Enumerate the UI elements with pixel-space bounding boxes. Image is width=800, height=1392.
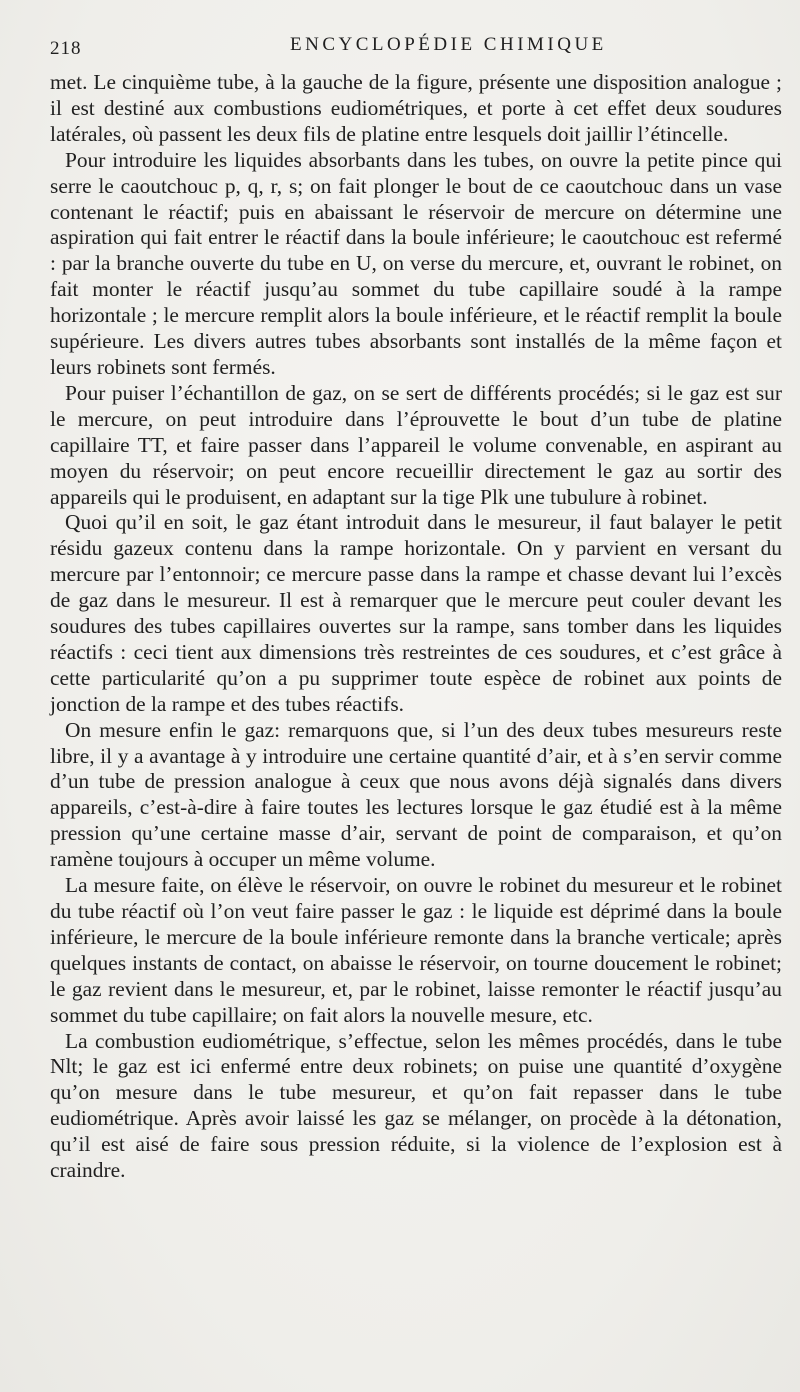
paragraph-6: La mesure faite, on élève le réservoir, on ouvre le robinet du mesureur et le robinet du tube réactif où l’on veut faire passer le gaz : le liquide est déprimé dans la boule inférieure, le mercure de la boule inférieure remonte dans la branche verticale; après quelques instants de contact, on abaisse le réservoir, on tourne doucement le robinet; le gaz revient dans le mesureur, et, par le robinet, laisse remonter le réactif jusqu’au sommet du tube capillaire; on fait alors la nouvelle mesure, etc. [50, 873, 782, 1027]
paragraph-5: On mesure enfin le gaz: remarquons que, si l’un des deux tubes mesureurs reste libre, il y a avantage à y introduire une certaine quantité d’air, et à s’en servir comme d’un tube de pression analogue à ceux que nous avons déjà signalés dans divers appareils, c’est-à-dire à faire toutes les lectures lorsque le gaz étudié est à la même pression qu’une certaine masse d’air, servant de point de comparaison, et qu’on ramène toujours à occuper un même volume. [50, 717, 782, 872]
paragraph-2: Pour introduire les liquides absorbants dans les tubes, on ouvre la petite pince qui serre le caoutchouc p, q, r, s; on fait plonger le bout de ce caoutchouc dans un vase contenant le réactif; puis en abaissant le réservoir de mercure on détermine une aspiration qui fait entrer le réactif dans la boule inférieure; le caoutchouc est refermé : par la branche ouverte du tube en U, on verse du mercure, et, ouvrant le robinet, on fait monter le réactif jusqu’au sommet du tube capillaire soudé à la rampe horizontale ; le mercure remplit alors la boule inférieure, et le réactif remplit la boule supérieure. Les divers autres tubes absorbants sont installés de la même façon et leurs robinets sont fermés. [50, 147, 782, 379]
body-text [50, 70, 782, 1184]
running-title: ENCYCLOPÉDIE CHIMIQUE [290, 34, 607, 55]
paragraph-3: Pour puiser l’échantillon de gaz, on se sert de différents procédés; si le gaz est sur le mercure, on peut introduire dans l’éprouvette le bout d’un tube de platine capillaire TT, et faire passer dans l’appareil le volume convenable, en aspirant au moyen du réservoir; on peut encore recueillir directement le gaz au sortir des appareils qui le produisent, en adaptant sur la tige Plk une tubulure à robinet. [50, 380, 782, 509]
page-number: 218 [50, 38, 82, 59]
paragraph-1: met. Le cinquième tube, à la gauche de la figure, présente une disposition analogue ; il est destiné aux combustions eudiométriques, et porte à cet effet deux soudures latérales, où passent les deux fils de platine entre lesquels doit jaillir l’étincelle. [50, 70, 782, 146]
paragraph-4: Quoi qu’il en soit, le gaz étant introduit dans le mesureur, il faut balayer le petit résidu gazeux contenu dans la rampe horizontale. On y parvient en versant du mercure par l’entonnoir; ce mercure passe dans la rampe et chasse devant lui l’excès de gaz dans le mesureur. Il est à remarquer que le mercure peut couler devant les soudures des tubes capillaires ouvertes sur la rampe, sans tomber dans les liquides réactifs : ceci tient aux dimensions très restreintes de ces soudures, et c’est grâce à cette particularité qu’on a pu supprimer toute espèce de robinet aux points de jonction de la rampe et des tubes réactifs. [50, 510, 782, 716]
paragraph-7: La combustion eudiométrique, s’effectue, selon les mêmes procédés, dans le tube Nlt; le gaz est ici enfermé entre deux robinets; on puise une quantité d’oxygène qu’on mesure dans le tube mesureur, et qu’on fait repasser dans le tube eudiométrique. Après avoir laissé les gaz se mélanger, on procède à la détonation, qu’il est aisé de faire sous pression réduite, si la violence de l’explosion est à craindre. [50, 1028, 782, 1183]
running-head [50, 34, 782, 66]
